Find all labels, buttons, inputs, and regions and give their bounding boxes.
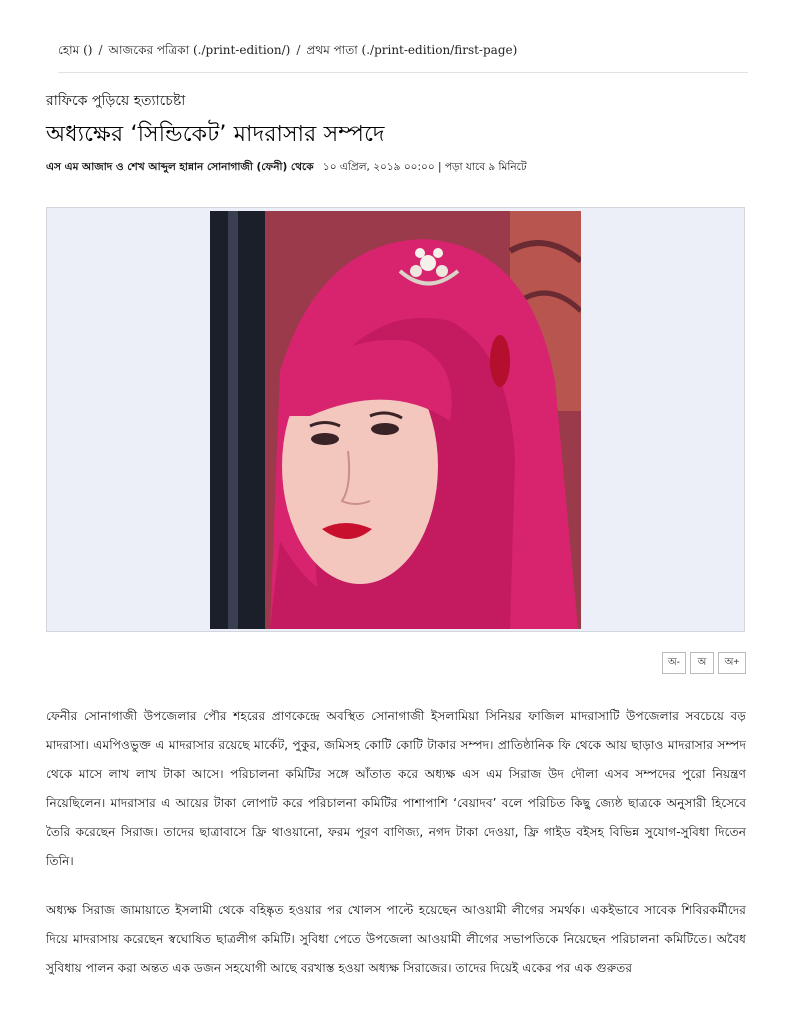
font-decrease-button[interactable]: অ- (662, 652, 686, 674)
article-byline (46, 160, 527, 177)
breadcrumb-print-edition-link[interactable]: আজকের পত্রিকা (./print-edition/) (108, 43, 291, 57)
breadcrumb-separator: / (98, 43, 103, 57)
font-size-controls (662, 652, 746, 674)
breadcrumb-first-page-link[interactable]: প্রথম পাতা (./print-edition/first-page) (306, 43, 518, 57)
byline-author: এস এম আজাদ ও শেখ আব্দুল হান্নান সোনাগাজী (ফেনী) থেকে (46, 161, 314, 173)
breadcrumb-home-link[interactable]: হোম () (58, 43, 93, 57)
portrait-illustration (210, 211, 581, 629)
portrait-photo (210, 211, 581, 629)
article-paragraph: ফেনীর সোনাগাজী উপজেলার পৌর শহরের প্রাণকেন্দ্রে অবস্থিত সোনাগাজী ইসলামিয়া সিনিয়র ফাজিল মাদরাসাটি উপজেলার সবচেয়ে বড় মাদরাসা। এমপিওভুক্ত এ মাদরাসার রয়েছে মার্কেট, পুকুর, জমিসহ কোটি কোটি টাকার সম্পদ। প্রাতিষ্ঠানিক ফি থেকে আয় ছাড়াও মাদরাসার সম্পদ থেকে মাসে লাখ লাখ টাকা আসে। পরিচালনা কমিটির সঙ্গে আঁতাত করে অধ্যক্ষ এস এম সিরাজ উদ দৌলা এসব সম্পদের পুরো নিয়ন্ত্রণ নিয়েছিলেন। মাদরাসার এ আয়ের টাকা লোপাট করে পরিচালনা কমিটির পাশাপাশি ‘বেয়াদব’ বলে পরিচিত কিছু জ্যেষ্ঠ ছাত্রকে অনুসারী হিসেবে তৈরি করেছেন সিরাজ। তাদের ছাত্রাবাসে ফ্রি থাওয়ানো, ফরম পূরণ বাণিজ্য, নগদ টাকা দেওয়া, ফ্রি গাইড বইসহ বিভিন্ন সুযোগ-সুবিধা দিতেন তিনি। (46, 709, 746, 868)
article-paragraph: অধ্যক্ষ সিরাজ জামায়াতে ইসলামী থেকে বহিষ্কৃত হওয়ার পর খোলস পাল্টে হয়েছেন আওয়ামী লীগের সমর্থক। একইভাবে সাবেক শিবিরকর্মীদের দিয়ে মাদরাসায় করেছেন স্বঘোষিত ছাত্রলীগ কমিটি। সুবিধা পেতে উপজেলা আওয়ামী লীগের সভাপতিকে নিয়েছেন পরিচালনা কমিটিতে। অবৈধ সুবিধায় পালন করা অন্তত এক ডজন সহযোগী আছে বরখাস্ত হওয়া অধ্যক্ষ সিরাজের। তাদের দিয়েই একের পর এক গুরুতর (46, 903, 746, 975)
article-photo-frame (46, 207, 745, 632)
byline-meta: ১০ এপ্রিল, ২০১৯ ০০:০০ | পড়া যাবে ৯ মিনিটে (322, 161, 527, 173)
breadcrumb (58, 42, 748, 73)
article-headline: অধ্যক্ষের ‘সিন্ডিকেট’ মাদরাসার সম্পদে (46, 122, 385, 147)
font-reset-button[interactable]: অ (690, 652, 714, 674)
font-increase-button[interactable]: অ+ (718, 652, 746, 674)
article-kicker: রাফিকে পুড়িয়ে হত্যাচেষ্টা (46, 93, 186, 109)
breadcrumb-separator: / (296, 43, 301, 57)
